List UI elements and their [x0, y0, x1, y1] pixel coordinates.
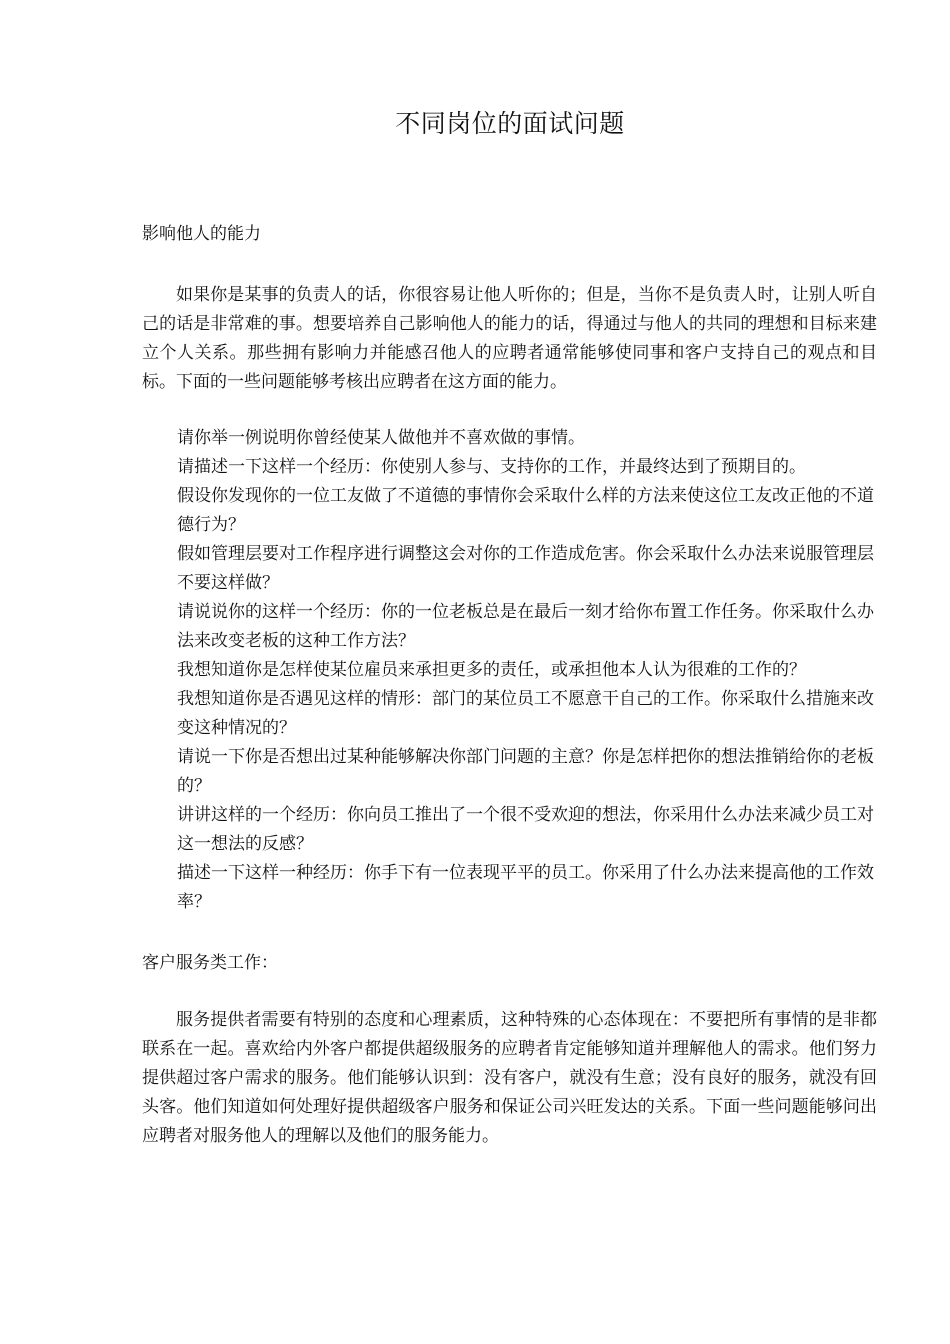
question-item: 假设你发现你的一位工友做了不道德的事情你会采取什么样的方法来使这位工友改正他的不道德行为？ [177, 486, 874, 535]
question-item: 讲讲这样的一个经历：你向员工推出了一个很不受欢迎的想法，你采用什么办法来减少员工对这一想法的反感？ [177, 805, 874, 854]
section-paragraph-customer-service: 服务提供者需要有特别的态度和心理素质，这种特殊的心态体现在：不要把所有事情的是非都联系在一起。喜欢给内外客户都提供超级服务的应聘者肯定能够知道并理解他人的需求。他们努力提供超过客户需求的服务。他们能够认识到：没有客户，就没有生意；没有良好的服务，就没有回头客。他们知道如何处理好提供超级客户服务和保证公司兴旺发达的关系。下面一些问题能够问出应聘者对服务他人的理解以及他们的服务能力。 [142, 1010, 877, 1146]
question-item: 描述一下这样一种经历：你手下有一位表现平平的员工。你采用了什么办法来提高他的工作效率？ [177, 863, 874, 912]
question-item: 我想知道你是怎样使某位雇员来承担更多的责任，或承担他本人认为很难的工作的？ [177, 660, 806, 680]
question-item: 请描述一下这样一个经历：你使别人参与、支持你的工作，并最终达到了预期目的。 [177, 457, 806, 477]
section-heading-influence: 影响他人的能力 [142, 224, 261, 244]
question-item: 假如管理层要对工作程序进行调整这会对你的工作造成危害。你会采取什么办法来说服管理层不要这样做？ [177, 544, 874, 593]
question-item: 请说一下你是否想出过某种能够解决你部门问题的主意？你是怎样把你的想法推销给你的老板的？ [177, 747, 874, 796]
section-paragraph-influence: 如果你是某事的负责人的话，你很容易让他人听你的；但是，当你不是负责人时，让别人听自己的话是非常难的事。想要培养自己影响他人的能力的话，得通过与他人的共同的理想和目标来建立个人关系。那些拥有影响力并能感召他人的应聘者通常能够使同事和客户支持自己的观点和目标。下面的一些问题能够考核出应聘者在这方面的能力。 [142, 285, 877, 392]
question-list-influence [177, 424, 887, 917]
section-heading-customer-service: 客户服务类工作： [142, 953, 278, 973]
question-item: 请说说你的这样一个经历：你的一位老板总是在最后一刻才给你布置工作任务。你采取什么办法来改变老板的这种工作方法？ [177, 602, 874, 651]
question-item: 我想知道你是否遇见这样的情形：部门的某位员工不愿意干自己的工作。你采取什么措施来改变这种情况的？ [177, 689, 874, 738]
question-item: 请你举一例说明你曾经使某人做他并不喜欢做的事情。 [177, 428, 585, 448]
document-title: 不同岗位的面试问题 [395, 109, 625, 138]
